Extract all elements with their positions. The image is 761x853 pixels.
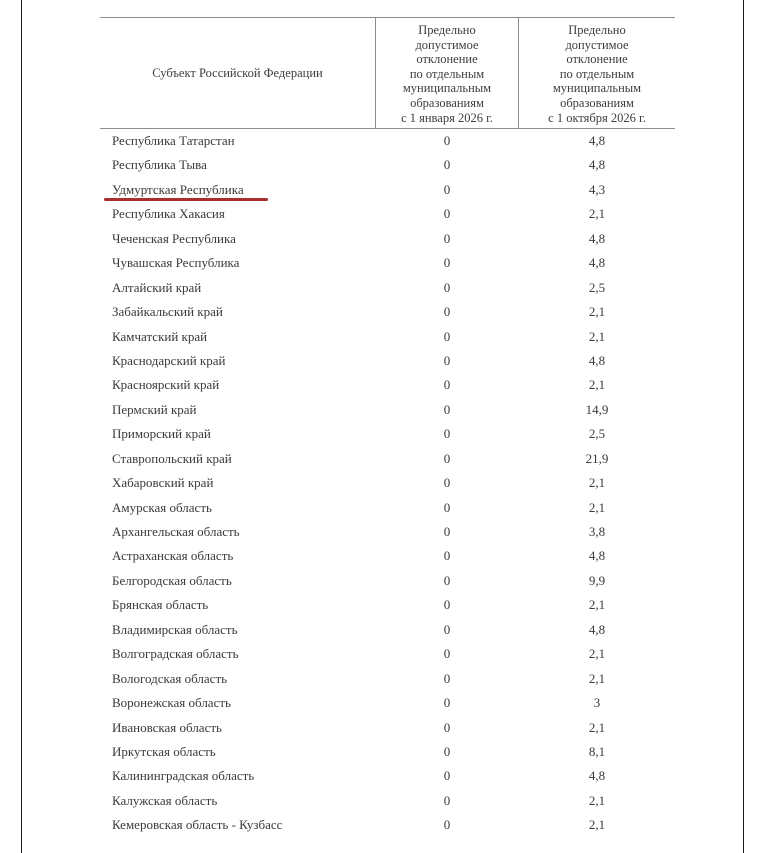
table-row [100, 667, 675, 691]
column-header-line: Предельно [568, 23, 626, 37]
cell-subject-name: Кемеровская область - Кузбасс [112, 817, 283, 833]
cell-deviation-jan-2026: 0 [443, 572, 451, 588]
cell-deviation-jan-2026: 0 [443, 401, 451, 417]
cell-deviation-oct-2026: 2,1 [588, 206, 606, 222]
cell-deviation-jan-2026: 0 [443, 646, 451, 662]
cell-deviation-oct-2026: 2,1 [588, 646, 606, 662]
cell-deviation-oct-2026: 2,1 [588, 304, 606, 320]
table-row [100, 764, 675, 788]
cell-subject-name: Волгоградская область [112, 646, 239, 662]
cell-deviation-oct-2026: 4,8 [588, 768, 606, 784]
cell-subject-name: Хабаровский край [112, 475, 214, 491]
cell-deviation-oct-2026: 4,8 [588, 548, 606, 564]
cell-deviation-oct-2026: 2,1 [588, 377, 606, 393]
table-row [100, 716, 675, 740]
column-header-line: допустимое [415, 37, 479, 52]
column-header-line: отклонение [566, 52, 628, 67]
table-row [100, 569, 675, 593]
cell-subject-name: Красноярский край [112, 377, 220, 393]
cell-deviation-jan-2026: 0 [443, 548, 451, 564]
cell-deviation-jan-2026: 0 [443, 817, 451, 833]
column-header-line: по отдельным [409, 66, 485, 81]
column-header-line: Предельно [418, 23, 476, 37]
cell-deviation-oct-2026: 4,8 [588, 352, 606, 368]
cell-deviation-jan-2026: 0 [443, 450, 451, 466]
cell-subject-name: Астраханская область [112, 548, 234, 564]
cell-deviation-jan-2026: 0 [443, 475, 451, 491]
cell-subject-name: Чувашская Республика [112, 255, 240, 271]
cell-deviation-oct-2026: 2,1 [588, 670, 606, 686]
column-header-line: с 1 октября 2026 г. [548, 110, 646, 125]
cell-deviation-oct-2026: 14,9 [585, 401, 609, 417]
column-header-line: образованиям [410, 95, 484, 110]
table-row [100, 496, 675, 520]
cell-subject-name: Воронежская область [112, 695, 231, 711]
table-row [100, 202, 675, 226]
table-row [100, 349, 675, 373]
cell-subject-name: Чеченская Республика [112, 230, 236, 246]
cell-deviation-oct-2026: 4,8 [588, 621, 606, 637]
column-header-oct-2026-label [519, 23, 675, 125]
cell-deviation-oct-2026: 2,1 [588, 817, 606, 833]
cell-deviation-jan-2026: 0 [443, 768, 451, 784]
column-header-line: по отдельным [559, 66, 635, 81]
cell-deviation-oct-2026: 2,1 [588, 719, 606, 735]
cell-deviation-jan-2026: 0 [443, 670, 451, 686]
cell-deviation-oct-2026: 4,3 [588, 181, 606, 197]
cell-deviation-oct-2026: 4,8 [588, 255, 606, 271]
cell-deviation-oct-2026: 4,8 [588, 133, 606, 148]
cell-deviation-jan-2026: 0 [443, 328, 451, 344]
cell-subject-name: Белгородская область [112, 572, 232, 588]
cell-subject-name: Архангельская область [112, 524, 240, 539]
cell-subject-name: Ивановская область [112, 719, 222, 735]
cell-deviation-jan-2026: 0 [443, 377, 451, 393]
cell-deviation-jan-2026: 0 [443, 206, 451, 222]
cell-deviation-jan-2026: 0 [443, 230, 451, 246]
cell-deviation-oct-2026: 2,5 [588, 279, 606, 295]
column-header-subject-label: Субъект Российской Федерации [152, 65, 323, 80]
cell-subject-name: Приморский край [112, 426, 211, 442]
table-row [100, 276, 675, 300]
table-row [100, 300, 675, 324]
table-row [100, 691, 675, 715]
column-header-line: отклонение [416, 52, 478, 67]
column-header-line: муниципальным [402, 81, 492, 96]
cell-deviation-jan-2026: 0 [443, 621, 451, 637]
table-row [100, 544, 675, 568]
table-row [100, 325, 675, 349]
cell-deviation-oct-2026: 3,8 [588, 524, 606, 539]
cell-deviation-oct-2026: 4,8 [588, 230, 606, 246]
page-edge-left [21, 0, 22, 853]
column-header-subject [100, 17, 375, 129]
cell-deviation-oct-2026: 21,9 [585, 450, 609, 466]
cell-subject-name: Забайкальский край [112, 304, 223, 320]
cell-deviation-jan-2026: 0 [443, 695, 451, 711]
column-header-jan-2026 [376, 17, 518, 129]
cell-deviation-jan-2026: 0 [443, 352, 451, 368]
table-row [100, 398, 675, 422]
cell-subject-name: Республика Хакасия [112, 206, 225, 222]
cell-subject-name: Калининградская область [112, 768, 255, 784]
cell-deviation-jan-2026: 0 [443, 524, 451, 539]
red-underline-annotation [104, 198, 268, 202]
column-header-line: муниципальным [552, 81, 642, 96]
cell-deviation-jan-2026: 0 [443, 133, 451, 148]
table-row [100, 129, 675, 153]
cell-subject-name: Ставропольский край [112, 450, 232, 466]
table-row [100, 251, 675, 275]
cell-subject-name: Удмуртская Республика [112, 181, 244, 197]
cell-deviation-jan-2026: 0 [443, 499, 451, 515]
cell-deviation-oct-2026: 2,1 [588, 597, 606, 613]
table-row [100, 422, 675, 446]
table-row [100, 618, 675, 642]
cell-subject-name: Владимирская область [112, 621, 238, 637]
cell-deviation-jan-2026: 0 [443, 304, 451, 320]
cell-subject-name: Пермский край [112, 401, 197, 417]
cell-subject-name: Вологодская область [112, 670, 228, 686]
cell-subject-name: Краснодарский край [112, 352, 226, 368]
cell-deviation-jan-2026: 0 [443, 792, 451, 808]
cell-subject-name: Республика Тыва [112, 157, 207, 173]
cell-deviation-jan-2026: 0 [443, 255, 451, 271]
cell-deviation-jan-2026: 0 [443, 181, 451, 197]
table-body [100, 129, 675, 838]
cell-deviation-jan-2026: 0 [443, 426, 451, 442]
table-row [100, 813, 675, 837]
column-header-line: допустимое [565, 37, 629, 52]
cell-subject-name: Амурская область [112, 499, 212, 515]
column-header-line: образованиям [560, 95, 634, 110]
table-header [100, 17, 675, 129]
table-row [100, 520, 675, 544]
cell-deviation-jan-2026: 0 [443, 157, 451, 173]
cell-subject-name: Калужская область [112, 792, 218, 808]
cell-deviation-oct-2026: 2,1 [588, 475, 606, 491]
cell-deviation-oct-2026: 4,8 [588, 157, 606, 173]
table-row [100, 593, 675, 617]
column-header-jan-2026-label [376, 23, 518, 125]
cell-deviation-oct-2026: 2,1 [588, 328, 606, 344]
table-row [100, 447, 675, 471]
cell-subject-name: Брянская область [112, 597, 209, 613]
table-row [100, 153, 675, 177]
column-header-oct-2026 [519, 17, 675, 129]
table-row [100, 471, 675, 495]
cell-deviation-oct-2026: 3 [593, 695, 601, 711]
cell-deviation-jan-2026: 0 [443, 597, 451, 613]
table-row [100, 740, 675, 764]
cell-deviation-oct-2026: 2,1 [588, 792, 606, 808]
page-edge-right [743, 0, 744, 853]
cell-deviation-jan-2026: 0 [443, 719, 451, 735]
cell-deviation-oct-2026: 8,1 [588, 743, 606, 759]
cell-deviation-oct-2026: 9,9 [588, 572, 606, 588]
table-row [100, 178, 675, 202]
table-row [100, 789, 675, 813]
cell-subject-name: Алтайский край [112, 279, 202, 295]
cell-subject-name: Камчатский край [112, 328, 208, 344]
cell-deviation-jan-2026: 0 [443, 279, 451, 295]
cell-subject-name: Республика Татарстан [112, 133, 235, 148]
column-header-line: с 1 января 2026 г. [401, 110, 493, 125]
cell-subject-name: Иркутская область [112, 743, 216, 759]
cell-deviation-oct-2026: 2,1 [588, 499, 606, 515]
cell-deviation-oct-2026: 2,5 [588, 426, 606, 442]
table-row [100, 642, 675, 666]
table-row [100, 227, 675, 251]
table-row [100, 373, 675, 397]
cell-deviation-jan-2026: 0 [443, 743, 451, 759]
